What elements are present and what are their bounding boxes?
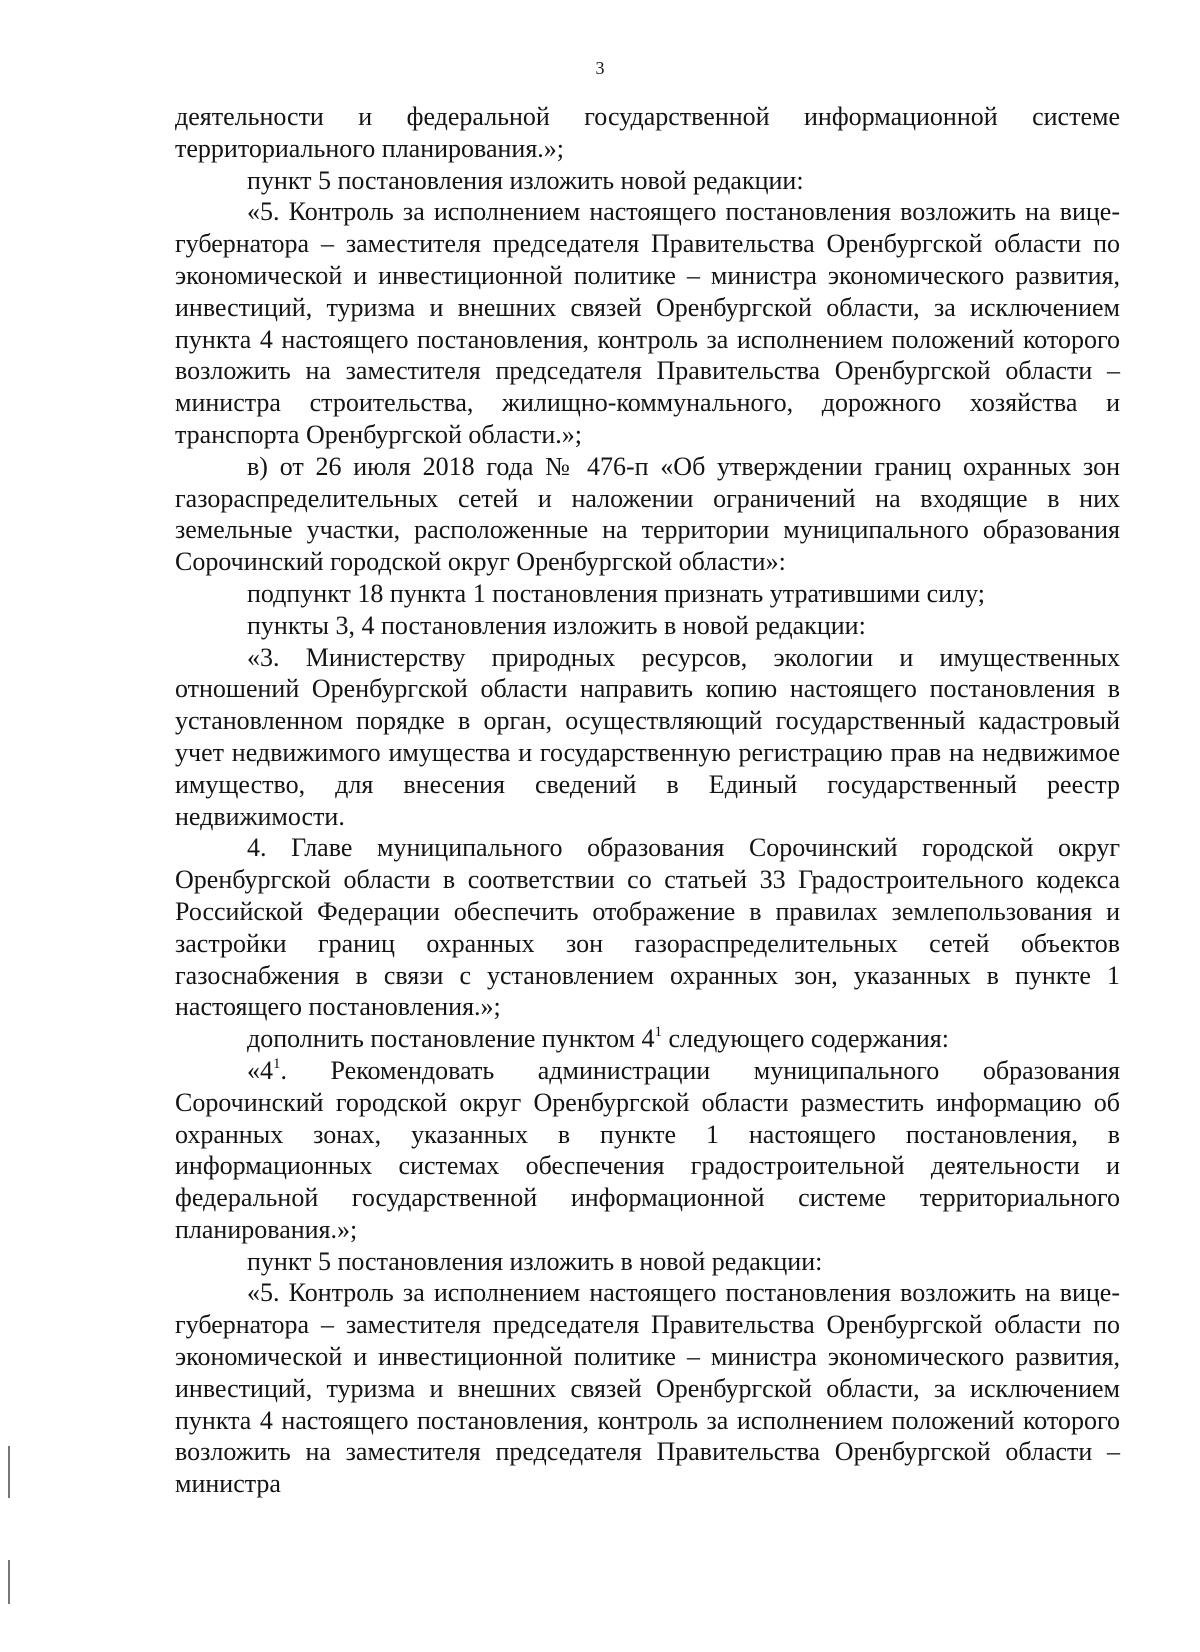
paragraph-11: пункт 5 постановления изложить в новой редакции: (247, 1246, 823, 1276)
paragraph-10-text-after: . Рекомендовать администрации муниципального образования Сорочинский городской округ Оренбургской области разместить информацию об охранных зонах, указанных в пункте 1 настоящего постановления, в информационных системах обеспечения градостроительной деятельности и федеральной государственной информационной системе территориального планирования.»; (175, 1055, 1120, 1244)
paragraph-9 (175, 1023, 1120, 1055)
document-body (175, 101, 1120, 1500)
paragraph-9-text-after: следующего содержания: (661, 1024, 949, 1054)
page-number: 3 (595, 58, 605, 78)
paragraph-4: в) от 26 июля 2018 года № 476-п «Об утверждении границ охранных зон газораспределительных сетей и наложении ограничений на входящие в них земельные участки, расположенные на территории муниципального образования Сорочинский городской округ Оренбургской области»: (175, 451, 1120, 577)
paragraph-2: пункт 5 постановления изложить новой редакции: (247, 165, 804, 195)
paragraph-10-text-before: «4 (247, 1055, 273, 1085)
paragraph-5: подпункт 18 пункта 1 постановления признать утратившими силу; (247, 578, 985, 608)
paragraph-10 (175, 1055, 1120, 1246)
paragraph-9-text-before: дополнить постановление пунктом 4 (247, 1024, 655, 1054)
paragraph-12: «5. Контроль за исполнением настоящего постановления возложить на вице-губернатора – заместителя председателя Правительства Оренбургской области по экономической и инвестиционной политике – министра экономического развития, инвестиций, туризма и внешних связей Оренбургской области, за исключением пункта 4 настоящего постановления, контроль за исполнением положений которого возложить на заместителя председателя Правительства Оренбургской области – министра (175, 1278, 1120, 1499)
paragraph-6: пункты 3, 4 постановления изложить в новой редакции: (247, 610, 866, 640)
scan-margin-mark (8, 1560, 10, 1604)
paragraph-7: «3. Министерству природных ресурсов, экологии и имущественных отношений Оренбургской области направить копию настоящего постановления в установленном порядке в орган, осуществляющий государственный кадастровый учет недвижимого имущества и государственную регистрацию прав на недвижимое имущество, для внесения сведений в Единый государственный реестр недвижимости. (175, 642, 1120, 831)
paragraph-8: 4. Главе муниципального образования Сорочинский городской округ Оренбургской области в соответствии со статьей 33 Градостроительного кодекса Российской Федерации обеспечить отображение в правилах землепользования и застройки границ охранных зон газораспределительных сетей объектов газоснабжения в связи с установлением охранных зон, указанных в пункте 1 настоящего постановления.»; (175, 833, 1120, 1022)
paragraph-1: деятельности и федеральной государственной информационной системе территориального планирования.»; (175, 102, 1120, 163)
paragraph-3: «5. Контроль за исполнением настоящего постановления возложить на вице-губернатора – заместителя председателя Правительства Оренбургской области по экономической и инвестиционной политике – министра экономического развития, инвестиций, туризма и внешних связей Оренбургской области, за исключением пункта 4 настоящего постановления, контроль за исполнением положений которого возложить на заместителя председателя Правительства Оренбургской области – министра строительства, жилищно-коммунального, дорожного хозяйства и транспорта Оренбургской области.»; (175, 197, 1120, 449)
paragraph-9-superscript: 1 (654, 1024, 662, 1041)
paragraph-10-superscript: 1 (273, 1055, 281, 1072)
scan-margin-mark (8, 1446, 10, 1498)
